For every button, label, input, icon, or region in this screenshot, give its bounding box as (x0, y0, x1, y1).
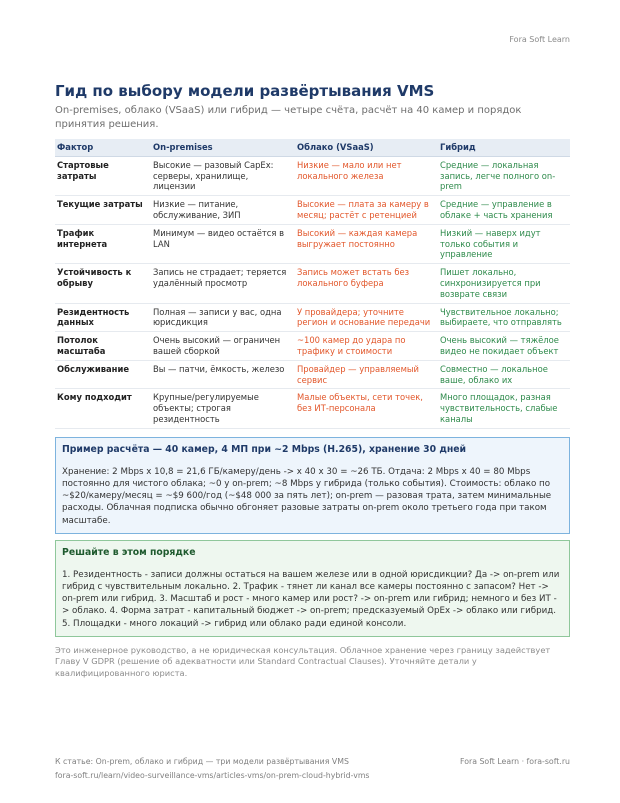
cell-factor: Резидентность данных (55, 303, 150, 332)
cell-cloud: Высокий — каждая камера выгружает постоянно (294, 224, 437, 263)
cell-hybrid: Много площадок, разная чувствительность, слабые каналы (437, 389, 570, 428)
table-row (55, 224, 570, 263)
cell-on-premises: Минимум — видео остаётся в LAN (150, 224, 294, 263)
cell-cloud: Запись может встать без локального буфера (294, 264, 437, 303)
table-row (55, 360, 570, 389)
page-footer (55, 755, 570, 782)
cell-factor: Текущие затраты (55, 196, 150, 225)
cell-cloud: Провайдер — управляемый сервис (294, 360, 437, 389)
table-body (55, 156, 570, 428)
cell-hybrid: Чувствительное локально; выбираете, что отправлять (437, 303, 570, 332)
cell-hybrid: Очень высокий — тяжёлое видео не покидает объект (437, 332, 570, 361)
cell-cloud: Низкие — мало или нет локального железа (294, 156, 437, 195)
cell-hybrid: Низкий — наверх идут только события и управление (437, 224, 570, 263)
cell-hybrid: Средние — управление в облаке + часть хранения (437, 196, 570, 225)
cell-cloud: Высокие — плата за камеру в месяц; растёт с ретенцией (294, 196, 437, 225)
calculation-example-box (55, 437, 570, 534)
cell-hybrid: Пишет локально, синхронизируется при возврате связи (437, 264, 570, 303)
page-title: Гид по выбору модели развёртывания VMS (55, 82, 435, 100)
cell-on-premises: Полная — записи у вас, одна юрисдикция (150, 303, 294, 332)
decision-order-box (55, 540, 570, 637)
cell-cloud: У провайдера; уточните регион и основание передачи (294, 303, 437, 332)
cell-cloud: ~100 камер до удара по трафику и стоимости (294, 332, 437, 361)
legal-disclaimer: Это инженерное руководство, а не юридическая консультация. Облачное хранение через границу задействует Главу V GDPR (решение об адекватности или Standard Contractual Clauses). Уточняйте детали у квалифицированного юриста. (55, 644, 551, 678)
column-header-cloud: Облако (VSaaS) (294, 139, 437, 156)
cell-on-premises: Вы — патчи, ёмкость, железо (150, 360, 294, 389)
page-subtitle: On-premises, облако (VSaaS) или гибрид — четыре счёта, расчёт на 40 камер и порядок принятия решения. (55, 105, 522, 130)
table-row (55, 389, 570, 428)
header-brand: Fora Soft Learn (509, 35, 570, 44)
footer-brand: Fora Soft Learn · fora-soft.ru (460, 757, 570, 766)
calculation-example-text: Хранение: 2 Mbps x 10,8 = 21,6 ГБ/камеру/день -> x 40 x 30 = ~26 ТБ. Отдача: 2 Mbps x 40 = 80 Mbps постоянно для чистого облака; ~0 у on-prem; ~8 Mbps у гибрида (только события). Стоимость: облако по ~$20/камеру/месяц = ~$9 600/год (~$48 000 за пять лет); on-prem — разовая трата, затем минимальные расходы. Облачная подписка обычно обгоняет разовые затраты on-prem около третьего года при таком масштабе. (62, 466, 552, 526)
cell-factor: Стартовые затраты (55, 156, 150, 195)
cell-factor: Трафик интернета (55, 224, 150, 263)
table-row (55, 332, 570, 361)
cell-on-premises: Очень высокий — ограничен вашей сборкой (150, 332, 294, 361)
table-row (55, 303, 570, 332)
cell-on-premises: Запись не страдает; теряется удалённый просмотр (150, 264, 294, 303)
column-header-factor: Фактор (55, 139, 150, 156)
cell-factor: Устойчивость к обрыву (55, 264, 150, 303)
cell-hybrid: Совместно — локальное ваше, облако их (437, 360, 570, 389)
decision-order-text: 1. Резидентность - записи должны остаться на вашем железе или в одной юрисдикции? Да -> on-prem или гибрид с чувствительным локально. 2. Трафик - тянет ли канал все камеры постоянно с запасом? Нет -> on-prem или гибрид. 3. Масштаб и рост - много камер или рост? -> on-prem или гибрид; немного и без ИТ -> облако. 4. Форма затрат - капитальный бюджет -> on-prem; предсказуемый OpEx -> облако или гибрид. 5. Площадки - много локаций -> гибрид или облако ради единой консоли. (62, 569, 560, 629)
cell-on-premises: Низкие — питание, обслуживание, ЗИП (150, 196, 294, 225)
column-header-hybrid: Гибрид (437, 139, 570, 156)
footer-article-url[interactable]: fora-soft.ru/learn/video-surveillance-vms/articles-vms/on-prem-cloud-hybrid-vms (55, 770, 370, 780)
footer-article-reference: К статье: On-prem, облако и гибрид — три модели развёртывания VMS (55, 757, 349, 766)
cell-factor: Обслуживание (55, 360, 150, 389)
column-header-on-premises: On-premises (150, 139, 294, 156)
table-row (55, 156, 570, 195)
calculation-example-title: Пример расчёта — 40 камер, 4 МП при ~2 Mbps (H.265), хранение 30 дней (62, 443, 467, 455)
table-header (55, 139, 570, 156)
cell-factor: Кому подходит (55, 389, 150, 428)
table-row (55, 264, 570, 303)
cell-on-premises: Крупные/регулируемые объекты; строгая резидентность (150, 389, 294, 428)
comparison-table (55, 139, 570, 429)
cell-cloud: Малые объекты, сети точек, без ИТ-персонала (294, 389, 437, 428)
cell-on-premises: Высокие — разовый CapEx: серверы, хранилище, лицензии (150, 156, 294, 195)
table-header-row (55, 139, 570, 156)
table-row (55, 196, 570, 225)
cell-factor: Потолок масштаба (55, 332, 150, 361)
cell-hybrid: Средние — локальная запись, легче полного on-prem (437, 156, 570, 195)
decision-order-title: Решайте в этом порядке (62, 546, 196, 558)
